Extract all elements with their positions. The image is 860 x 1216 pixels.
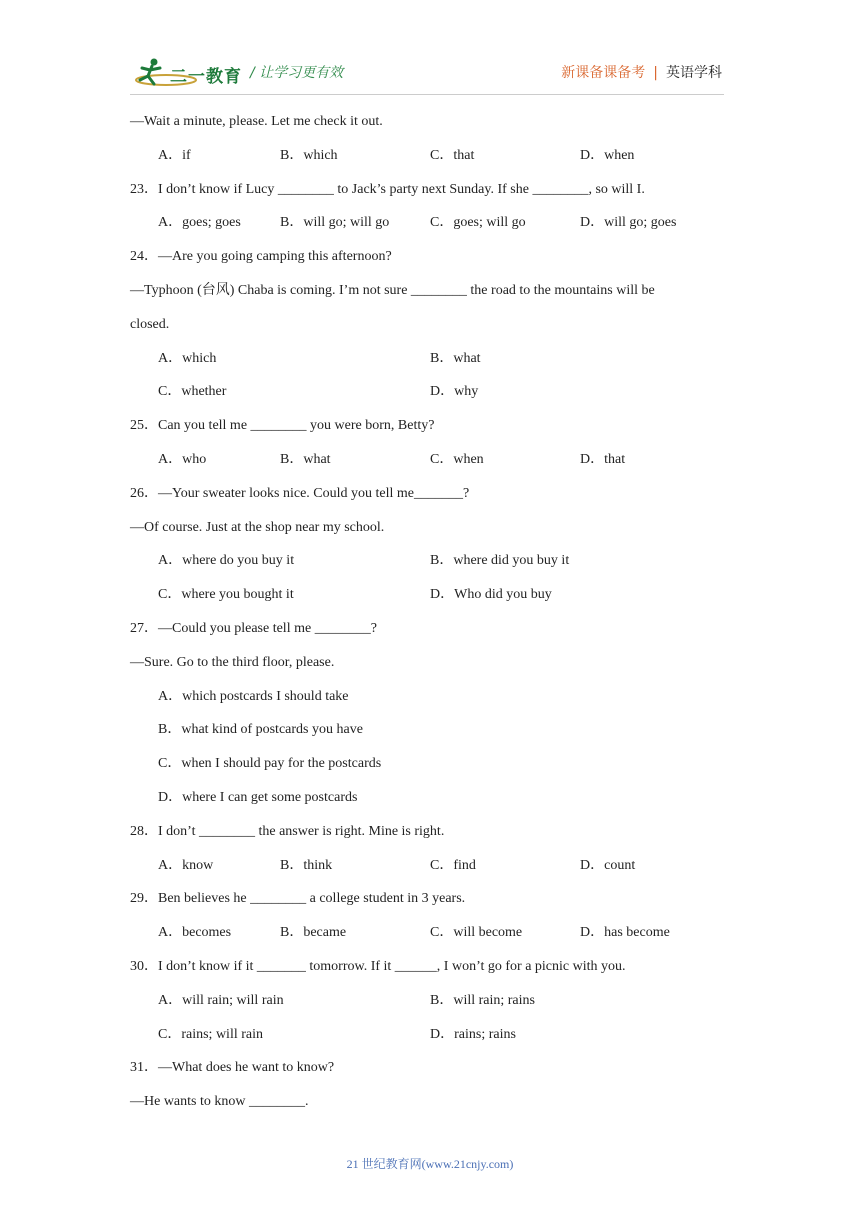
header-separator: |: [653, 65, 658, 81]
option-row: [130, 849, 730, 883]
answer-option: C．that: [430, 147, 475, 163]
logo-text: 二一教育: [170, 67, 242, 87]
page-header: [0, 0, 860, 96]
answer-option: C．will become: [430, 925, 523, 941]
option-row: [130, 206, 730, 240]
answer-option: C．whether: [158, 384, 227, 400]
question-text: 23．I don’t know if Lucy ________ to Jack’s party next Sunday. If she ________, so will I.: [130, 181, 645, 197]
question-text: 30．I don’t know if it _______ tomorrow. If it ______, I won’t go for a picnic with you.: [130, 958, 626, 974]
option-row: [130, 544, 730, 578]
answer-option: D．where I can get some postcards: [158, 789, 358, 805]
option-row: [130, 747, 730, 781]
question-text: —Typhoon (台风) Chaba is coming. I’m not sure ________ the road to the mountains will be: [130, 282, 655, 298]
option-row: [130, 443, 730, 477]
option-row: [130, 375, 730, 409]
answer-option: D．rains; rains: [430, 1026, 516, 1042]
header-tag-left: 新课备课备考: [561, 65, 646, 81]
answer-option: D．when: [580, 147, 635, 163]
answer-option: C．when I should pay for the postcards: [158, 756, 382, 772]
question-list: [130, 105, 730, 1119]
header-tags: [561, 62, 722, 82]
option-row: [130, 342, 730, 376]
answer-option: D．why: [430, 384, 479, 400]
answer-option: C．rains; will rain: [158, 1026, 263, 1042]
question-text: 29．Ben believes he ________ a college student in 3 years.: [130, 891, 466, 907]
answer-option: B．where did you buy it: [430, 553, 570, 569]
answer-option: B．became: [280, 925, 347, 941]
answer-option: A．where do you buy it: [158, 553, 295, 569]
question-text: 24．—Are you going camping this afternoon?: [130, 249, 392, 265]
answer-option: D．has become: [580, 925, 670, 941]
option-row: [130, 984, 730, 1018]
answer-option: B．think: [280, 857, 333, 873]
option-row: [130, 781, 730, 815]
option-row: [130, 139, 730, 173]
question-text: closed.: [130, 316, 170, 332]
question-text: 26．—Your sweater looks nice. Could you tell me_______?: [130, 485, 470, 501]
option-row: [130, 578, 730, 612]
answer-option: C．find: [430, 857, 476, 873]
header-divider: [130, 94, 724, 95]
option-row: [130, 713, 730, 747]
question-text: —He wants to know ________.: [130, 1094, 309, 1110]
answer-option: A．if: [158, 147, 191, 163]
option-row: [130, 1018, 730, 1052]
answer-option: B．what: [280, 451, 331, 467]
answer-option: A．which: [158, 350, 217, 366]
question-text: —Of course. Just at the shop near my school.: [130, 519, 385, 535]
answer-option: C．goes; will go: [430, 215, 526, 231]
answer-option: C．where you bought it: [158, 587, 294, 603]
question-text: 25．Can you tell me ________ you were born, Betty?: [130, 418, 435, 434]
answer-option: D．that: [580, 451, 626, 467]
answer-option: A．who: [158, 451, 207, 467]
answer-option: D．count: [580, 857, 636, 873]
question-text: 31．—What does he want to know?: [130, 1060, 335, 1076]
answer-option: A．which postcards I should take: [158, 688, 349, 704]
answer-option: B．what: [430, 350, 481, 366]
option-row: [130, 680, 730, 714]
slogan: / 让学习更有效: [250, 65, 344, 81]
question-text: 28．I don’t ________ the answer is right. Mine is right.: [130, 823, 445, 839]
answer-option: C．when: [430, 451, 484, 467]
answer-option: D．Who did you buy: [430, 587, 552, 603]
answer-option: A．becomes: [158, 925, 232, 941]
question-text: —Sure. Go to the third floor, please.: [130, 654, 335, 670]
header-tag-right: 英语学科: [666, 65, 722, 81]
question-text: 27．—Could you please tell me ________?: [130, 620, 377, 636]
option-row: [130, 916, 730, 950]
answer-option: A．will rain; will rain: [158, 992, 284, 1008]
page-footer: 21 世纪教育网(www.21cnjy.com): [346, 1157, 514, 1171]
answer-option: A．know: [158, 857, 214, 873]
question-text: —Wait a minute, please. Let me check it out.: [130, 114, 383, 129]
answer-option: B．will rain; rains: [430, 992, 535, 1008]
answer-option: B．what kind of postcards you have: [158, 722, 363, 738]
answer-option: D．will go; goes: [580, 215, 677, 231]
answer-option: B．which: [280, 147, 338, 163]
answer-option: A．goes; goes: [158, 215, 241, 231]
answer-option: B．will go; will go: [280, 215, 390, 231]
